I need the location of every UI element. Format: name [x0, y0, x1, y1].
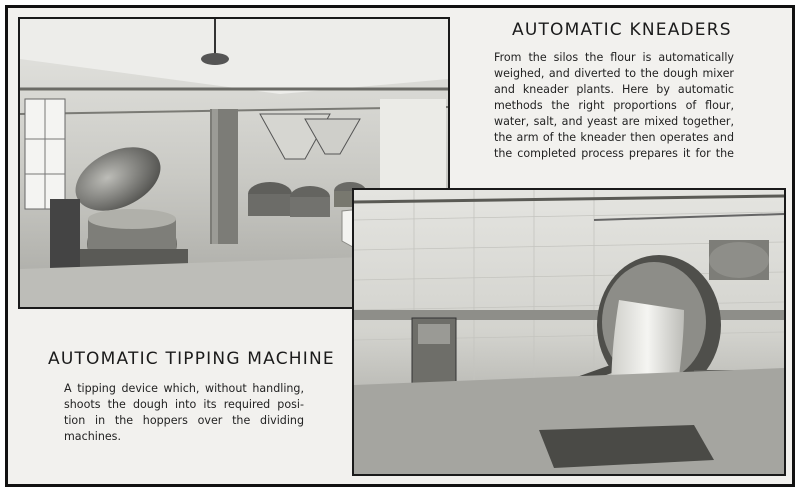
kneaders-line: the arm of the kneader then operates and — [494, 131, 734, 144]
tipping-machine-heading: AUTOMATIC TIPPING MACHINE — [48, 349, 335, 369]
kneaders-heading: AUTOMATIC KNEADERS — [512, 20, 732, 40]
tipping-machine-photo — [352, 188, 786, 476]
kneaders-line: weighed, and diverted to the dough mixer — [494, 67, 734, 80]
tipping-line: machines. — [64, 430, 121, 443]
tipping-line: A tipping device which, without handling, — [64, 382, 304, 395]
kneaders-line: methods the right proportions of flour, — [494, 99, 734, 112]
tipping-line: tion in the hoppers over the dividing — [64, 414, 304, 427]
kneaders-line: the completed process prepares it for the — [494, 147, 734, 160]
tipping-machine-description — [64, 381, 304, 445]
kneaders-line: From the silos the flour is automatically — [494, 51, 734, 64]
kneaders-line: water, salt, and yeast are mixed together, — [494, 115, 734, 128]
kneaders-line: and kneader plants. Here by automatic — [494, 83, 734, 96]
tipping-line: shoots the dough into its required posi- — [64, 398, 304, 411]
kneaders-description — [494, 50, 734, 162]
